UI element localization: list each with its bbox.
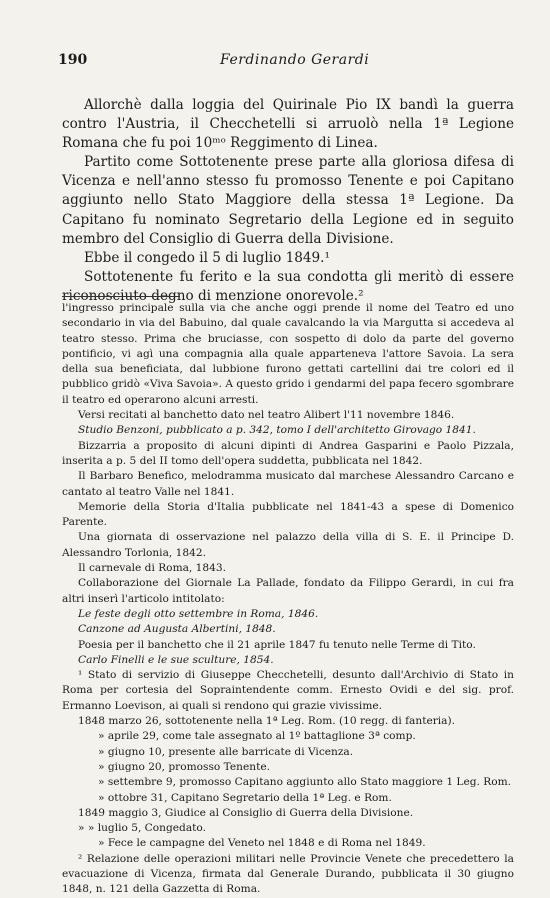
service-record-item: » Fece le campagne del Veneto nel 1848 e di Roma nel 1849.	[98, 837, 426, 850]
running-head: Ferdinando Gerardi	[220, 52, 370, 68]
footnote-paragraph: ² Relazione delle operazioni militari nelle Provincie Venete che precedettero la evacuazione di Vicenza, firmata dal Generale Durando, pubblicata il 30 giugno 1848, n. 121 della Gazzetta di Roma.	[62, 852, 514, 896]
footnote-entry: Il carnevale di Roma, 1843.	[78, 562, 226, 575]
body-paragraph: Sottotenente fu ferito e la sua condotta gli meritò di essere riconosciuto degno di menzione onorevole.²	[62, 268, 514, 304]
service-record-item: 1848 marzo 26, sottotenente nella 1ª Leg. Rom. (10 regg. di fanteria).	[78, 715, 455, 728]
footnote-entry: Carlo Finelli e le sue sculture, 1854.	[78, 653, 274, 666]
service-record-item: » » luglio 5, Congedato.	[78, 822, 206, 835]
service-record-item: 1849 maggio 3, Giudice al Consiglio di Guerra della Divisione.	[78, 806, 414, 819]
service-record-item: » giugno 20, promosso Tenente.	[98, 760, 270, 773]
footnote-entry: Poesia per il banchetto che il 21 aprile 1847 fu tenuto nelle Terme di Tito.	[78, 638, 476, 651]
footnote-paragraph: ¹ Stato di servizio di Giuseppe Checchetelli, desunto dall'Archivio di Stato in Roma per cortesia del Sopraintendente comm. Ernesto Ovidi e del sig. prof. Ermanno Loevison, ai quali si rendono qui grazie vivissime.	[62, 669, 514, 712]
footnote-entry: Versi recitati al banchetto dato nel teatro Alibert l'11 novembre 1846.	[78, 409, 455, 422]
body-paragraph: Allorchè dalla loggia del Quirinale Pio IX bandì la guerra contro l'Austria, il Checchetelli si arruolò nella 1ª Legione Romana che fu poi 10ᵐᵒ Reggimento di Linea.	[62, 97, 514, 152]
page-header	[58, 52, 510, 72]
body-paragraph: Partito come Sottotenente prese parte alla gloriosa difesa di Vicenza e nell'anno stesso fu promosso Tenente e poi Capitano aggiunto nello Stato Maggiore della stessa 1ª Legione. Da Capitano fu nominato Segretario della Legione ed in seguito membro del Consiglio di Guerra della Divisione.	[62, 154, 514, 247]
footnote-paragraph: l'ingresso principale sulla via che anche oggi prende il nome del Teatro ed uno secondario in via del Babuino, dal quale cavalcando la via Margutta si accedeva al teatro stesso. Prima che bruciasse, con sospetto di dolo da parte del governo pontificio, vi agì una compagnia alla quale apparteneva l'attore Savoia. La sera della sua beneficiata, dal lubbione furono gettati cartellini dai tre colori ed il pubblico gridò «Viva Savoia». A questo grido i gendarmi del papa fecero sgombrare il teatro ed operarono alcuni arresti.	[62, 302, 514, 406]
service-record-item: » ottobre 31, Capitano Segretario della 1ª Leg. e Rom.	[98, 791, 392, 804]
body-paragraph: Ebbe il congedo il 5 di luglio 1849.¹	[84, 249, 330, 266]
footnotes	[62, 301, 514, 898]
footnote-divider	[62, 296, 180, 297]
footnote-entry: Le feste degli otto settembre in Roma, 1846.	[78, 607, 319, 620]
footnote-entry: Il Barbaro Benefico, melodramma musicato dal marchese Alessandro Carcano e cantato al teatro Valle nel 1841.	[62, 470, 514, 498]
main-text	[62, 96, 514, 306]
service-record-item: » giugno 10, presente alle barricate di Vicenza.	[98, 745, 354, 758]
service-record-item: » aprile 29, come tale assegnato al 1º battaglione 3ª comp.	[98, 730, 416, 743]
footnote-entry: Memorie della Storia d'Italia pubblicate nel 1841-43 a spese di Domenico Parente.	[62, 500, 514, 529]
footnote-entry: Collaborazione del Giornale La Pallade, fondato da Filippo Gerardi, in cui fra altri inserì l'articolo intitolato:	[62, 577, 514, 605]
footnote-entry: Una giornata di osservazione nel palazzo della villa di S. E. il Principe D. Alessandro Torlonia, 1842.	[62, 531, 514, 559]
service-record-item: » settembre 9, promosso Capitano aggiunto allo Stato maggiore 1 Leg. Rom.	[98, 776, 512, 789]
footnote-entry: Canzone ad Augusta Albertini, 1848.	[78, 623, 276, 636]
footnote-entry: Studio Benzoni, pubblicato a p. 342, tomo I dell'architetto Girovago 1841.	[78, 424, 476, 437]
page-number: 190	[58, 52, 88, 68]
footnote-entry: Bizzarria a proposito di alcuni dipinti di Andrea Gasparini e Paolo Pizzala, inserita a p. 5 del II tomo dell'opera suddetta, pubblicata nel 1842.	[62, 439, 514, 467]
